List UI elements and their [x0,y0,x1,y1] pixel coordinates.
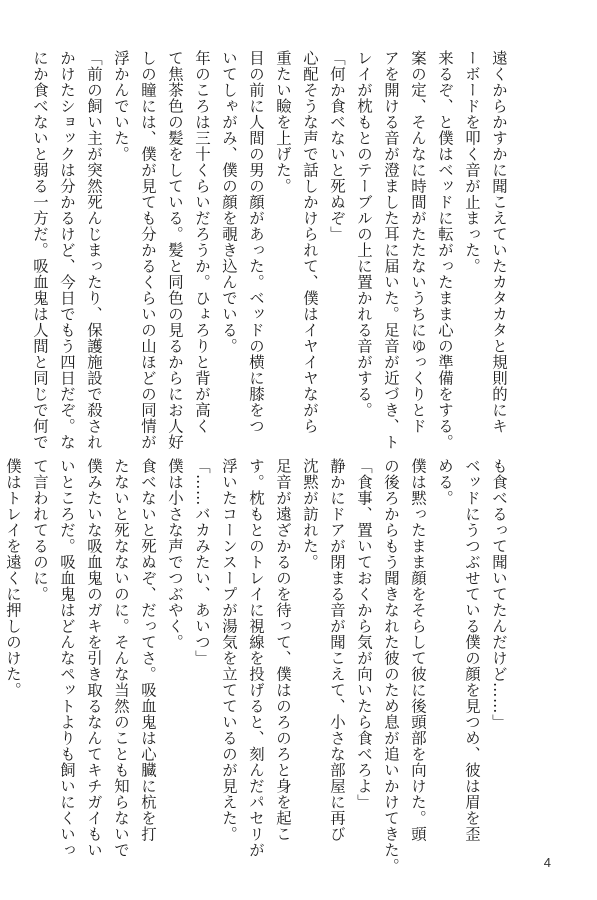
text-line: 目の前に人間の男の顔があった。ベッドの横に膝をつ [247,50,265,434]
text-line: にか食べないと弱る一方だ。吸血鬼は人間と同じで何で [31,50,49,450]
text-line: しの瞳には、僕が見ても分かるくらいの山ほどの同情が [139,50,157,450]
text-line: 「……バカみたい、あいつ」 [193,458,211,666]
text-line: かけたショックは分かるけど、今日でもう四日だぞ。な [58,50,76,450]
text-line: レイが枕もとのテーブルの上に置かれる音がする。 [355,50,373,418]
text-line: 食べないと死ぬぞ、だってさ。吸血鬼は心臓に杭を打 [139,458,157,842]
text-line: て焦茶色の髪をしている。髪と同色の見るからにお人好 [166,50,184,450]
text-line: ーボードを叩く音が止まった。 [463,50,481,274]
text-line: て言われてるのに。 [31,458,49,602]
text-line: 沈黙が訪れた。 [301,458,319,570]
text-line: 浮いたコーンスープが湯気を立てているのが見えた。 [220,458,238,842]
text-line: 来るぞ、と僕はベッドに転がったまま心の準備をする。 [436,50,454,450]
text-line: 心配そうな声で話しかけられて、僕はイヤイヤながら [301,50,319,434]
text-line: 僕は黙ったまま顔をそらして彼に後頭部を向けた。頭 [409,458,427,842]
text-line: 僕はトレイを遠くに押しのけた。 [4,458,22,698]
text-line: ベッドにうつぶせている僕の顔を見つめ、彼は眉を歪 [463,458,481,842]
text-block-bottom [0,458,512,874]
text-line: アを開ける音が澄ました耳に届いた。足音が近づき、ト [382,50,400,450]
text-line: も食べるって聞いてたんだけど……」 [490,458,508,730]
text-line: いところだ。吸血鬼はどんなペットよりも飼いにくいっ [58,458,76,858]
text-line: の後ろからもう聞きなれた彼のため息が追いかけてきた。 [382,458,400,874]
text-line: 浮かんでいた。 [112,50,130,162]
text-line: 僕みたいな吸血鬼のガキを引き取るなんてキチガイもい [85,458,103,858]
text-line: 「食事、置いておくから気が向いたら食べろよ」 [355,458,373,810]
text-line: 「何か食べないと死ぬぞ」 [328,50,346,242]
text-line: 「前の飼い主が突然死んじまったり、保護施設で殺され [85,50,103,450]
text-line: 年のころは三十くらいだろうか。ひょろりと背が高く [193,50,211,434]
text-line: 遠くからかすかに聞こえていたカタカタと規則的にキ [490,50,508,434]
page-number: 4 [543,855,551,870]
text-line: 重たい瞼を上げた。 [274,50,292,194]
text-line: たないと死なないのに。そんな当然のことも知らないで [112,458,130,858]
text-block-top [26,50,512,450]
text-line: 静かにドアが閉まる音が聞こえて、小さな部屋に再び [328,458,346,842]
text-line: す。枕もとのトレイに視線を投げると、刻んだパセリが [247,458,265,858]
text-line: 案の定、そんなに時間がたたないうちにゆっくりとド [409,50,427,434]
text-line: いてしゃがみ、僕の顔を覗き込んでいる。 [220,50,238,354]
text-line: める。 [436,458,454,506]
text-line: 僕は小さな声でつぶやく。 [166,458,184,650]
text-line: 足音が遠ざかるのを待って、僕はのろのろと身を起こ [274,458,292,842]
